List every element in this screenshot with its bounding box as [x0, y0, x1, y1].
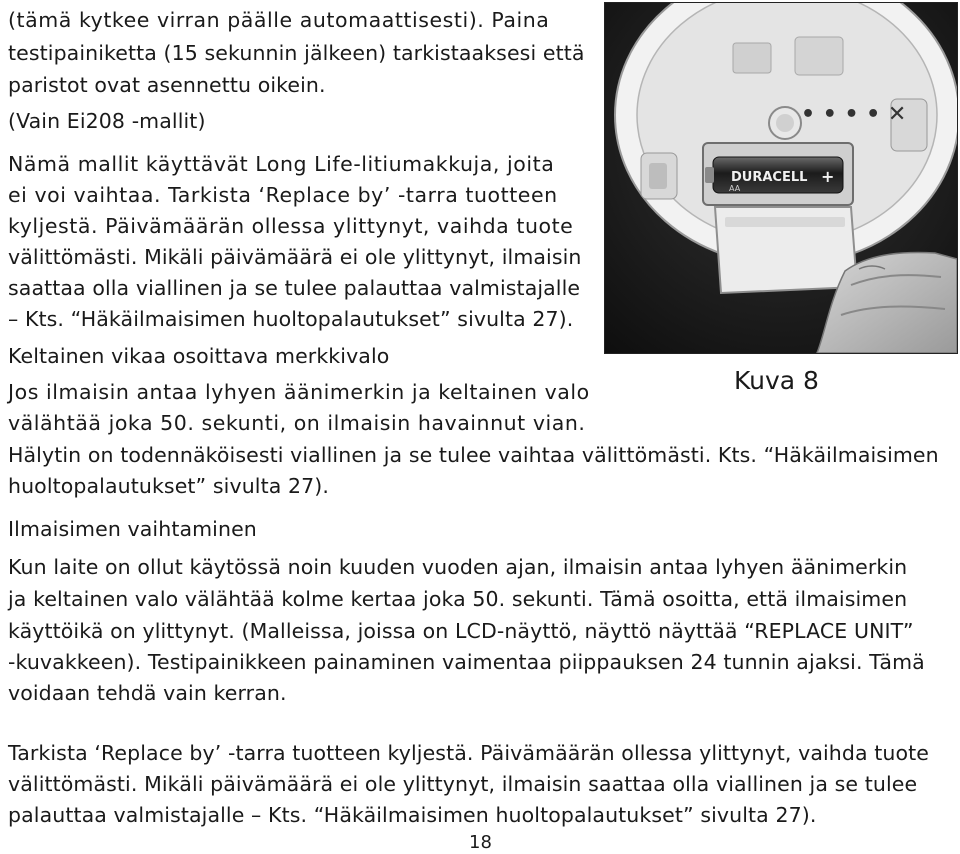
- body-text-line: välittömästi. Mikäli päivämäärä ei ole ylittynyt, ilmaisin saattaa olla viallinen ja se tulee: [8, 772, 918, 796]
- body-text-line: Hälytin on todennäköisesti viallinen ja se tulee vaihtaa välittömästi. Kts. “Häkäilmaisimen: [8, 443, 939, 467]
- body-text-line: -kuvakkeen). Testipainikkeen painaminen vaimentaa piippauksen 24 tunnin ajaksi. Tämä: [8, 650, 925, 674]
- svg-text:• • • • ✕: • • • • ✕: [801, 102, 907, 127]
- body-text-line: ja keltainen valo välähtää kolme kertaa joka 50. sekunti. Tämä osoitta, että ilmaisimen: [8, 587, 908, 611]
- body-text-line: Nämä mallit käyttävät Long Life-litiumakkuja, joita: [8, 152, 555, 176]
- battery-brand-label: DURACELL: [731, 170, 808, 185]
- body-text-line: paristot ovat asennettu oikein.: [8, 73, 326, 97]
- body-text-line: saattaa olla viallinen ja se tulee palauttaa valmistajalle: [8, 276, 581, 300]
- battery-plus-label: +: [821, 167, 835, 186]
- body-text-line: välittömästi. Mikäli päivämäärä ei ole ylittynyt, ilmaisin: [8, 245, 582, 269]
- body-text-line: (tämä kytkee virran päälle automaattisesti). Paina: [8, 8, 550, 32]
- body-text-line: Kun laite on ollut käytössä noin kuuden vuoden ajan, ilmaisin antaa lyhyen äänimerkin: [8, 555, 908, 579]
- body-text-line: käyttöikä on ylittynyt. (Malleissa, joissa on LCD-näyttö, näyttö näyttää “REPLACE UNIT”: [8, 619, 914, 643]
- section-heading: Ilmaisimen vaihtaminen: [8, 517, 257, 541]
- body-text-line: testipainiketta (15 sekunnin jälkeen) tarkistaaksesi että: [8, 41, 585, 65]
- battery-size-label: AA: [729, 184, 741, 193]
- figure-caption: Kuva 8: [734, 366, 819, 395]
- body-text-line: ei voi vaihtaa. Tarkista ‘Replace by’ -tarra tuotteen: [8, 183, 558, 207]
- body-text-line: Tarkista ‘Replace by’ -tarra tuotteen kyljestä. Päivämäärän ollessa ylittynyt, vaihda tuote: [8, 741, 930, 765]
- section-heading: (Vain Ei208 -mallit): [8, 109, 206, 133]
- body-text-line: välähtää joka 50. sekunti, on ilmaisin havainnut vian.: [8, 411, 586, 435]
- body-text-line: huoltopalautukset” sivulta 27).: [8, 474, 330, 498]
- body-text-line: kyljestä. Päivämäärän ollessa ylittynyt, vaihda tuote: [8, 214, 574, 238]
- body-text-line: voidaan tehdä vain kerran.: [8, 681, 287, 705]
- body-text-line: Jos ilmaisin antaa lyhyen äänimerkin ja keltainen valo: [8, 380, 590, 404]
- section-heading: Keltainen vikaa osoittava merkkivalo: [8, 344, 390, 368]
- page-number: 18: [469, 832, 492, 853]
- detector-battery-illustration: [605, 3, 957, 353]
- body-text-line: palauttaa valmistajalle – Kts. “Häkäilmaisimen huoltopalautukset” sivulta 27).: [8, 803, 817, 827]
- figure-photo: [604, 2, 958, 354]
- body-text-line: – Kts. “Häkäilmaisimen huoltopalautukset” sivulta 27).: [8, 307, 574, 331]
